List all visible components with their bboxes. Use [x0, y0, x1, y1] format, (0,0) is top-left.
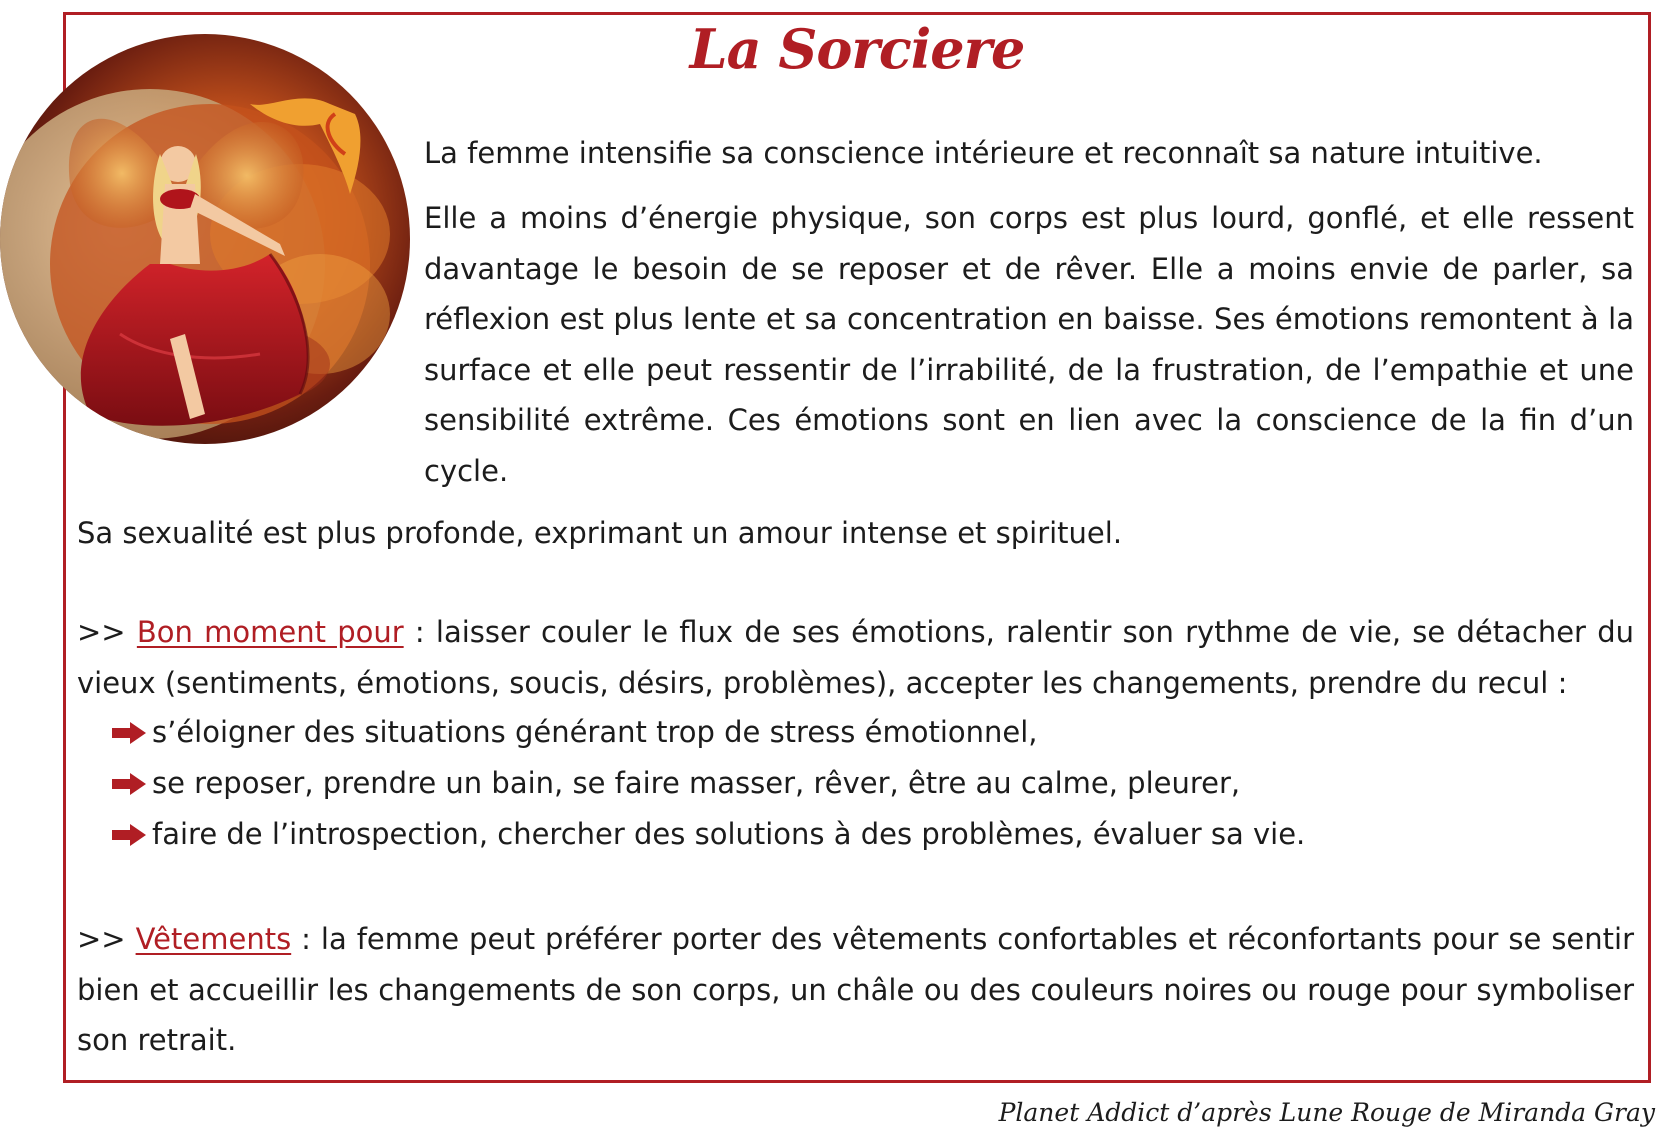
vetements-text: : la femme peut préférer porter des vêtements confortables et réconfortants pour se sentir bien et accueillir les changements de son corps, un châle ou des couleurs noires ou rouge pour symboliser son retrait. — [77, 922, 1635, 1057]
list-item — [110, 809, 1305, 860]
vetements-paragraph — [77, 914, 1634, 1066]
bullet-text: faire de l’introspection, chercher des solutions à des problèmes, évaluer sa vie. — [152, 817, 1306, 851]
fairy-illustration-image — [0, 34, 410, 444]
bon-moment-label: Bon moment pour — [136, 615, 404, 649]
intro-paragraph-1: La femme intensifie sa conscience intérieure et reconnaît sa nature intuitive. — [424, 136, 1543, 170]
vetements-label: Vêtements — [135, 922, 292, 956]
arrow-right-icon — [110, 720, 148, 746]
arrow-right-icon — [110, 771, 148, 797]
bon-moment-prefix: >> — [77, 615, 126, 649]
fairy-illustration — [0, 34, 410, 444]
arrow-right-icon — [110, 822, 148, 848]
bon-moment-text: : laisser couler le flux de ses émotions, ralentir son rythme de vie, se détacher du vieux (sentiments, émotions, soucis, désirs, problèmes), accepter les changements, prendre du recul : — [77, 615, 1635, 700]
vetements-prefix: >> — [77, 922, 126, 956]
bullet-text: s’éloigner des situations générant trop de stress émotionnel, — [152, 715, 1038, 749]
bon-moment-list — [110, 707, 1305, 860]
credit-line: Planet Addict d’après Lune Rouge de Miranda Gray — [998, 1098, 1655, 1127]
bon-moment-paragraph — [77, 607, 1634, 708]
list-item — [110, 707, 1305, 758]
intro-paragraph-2: Elle a moins d’énergie physique, son corps est plus lourd, gonflé, et elle ressent davantage le besoin de se reposer et de rêver. Elle a moins envie de parler, sa réflexion est plus lente et sa concentration en baisse. Ses émotions remontent à la surface et elle peut ressentir de l’irrabilité, de la frustration, de l’empathie et une sensibilité extrême. Ces émotions sont en lien avec la conscience de la fin d’un cycle. — [424, 201, 1634, 488]
sexuality-paragraph: Sa sexualité est plus profonde, exprimant un amour intense et spirituel. — [77, 516, 1123, 550]
list-item — [110, 758, 1305, 809]
bullet-text: se reposer, prendre un bain, se faire masser, rêver, être au calme, pleurer, — [152, 766, 1241, 800]
page-title: La Sorciere — [689, 17, 1025, 81]
